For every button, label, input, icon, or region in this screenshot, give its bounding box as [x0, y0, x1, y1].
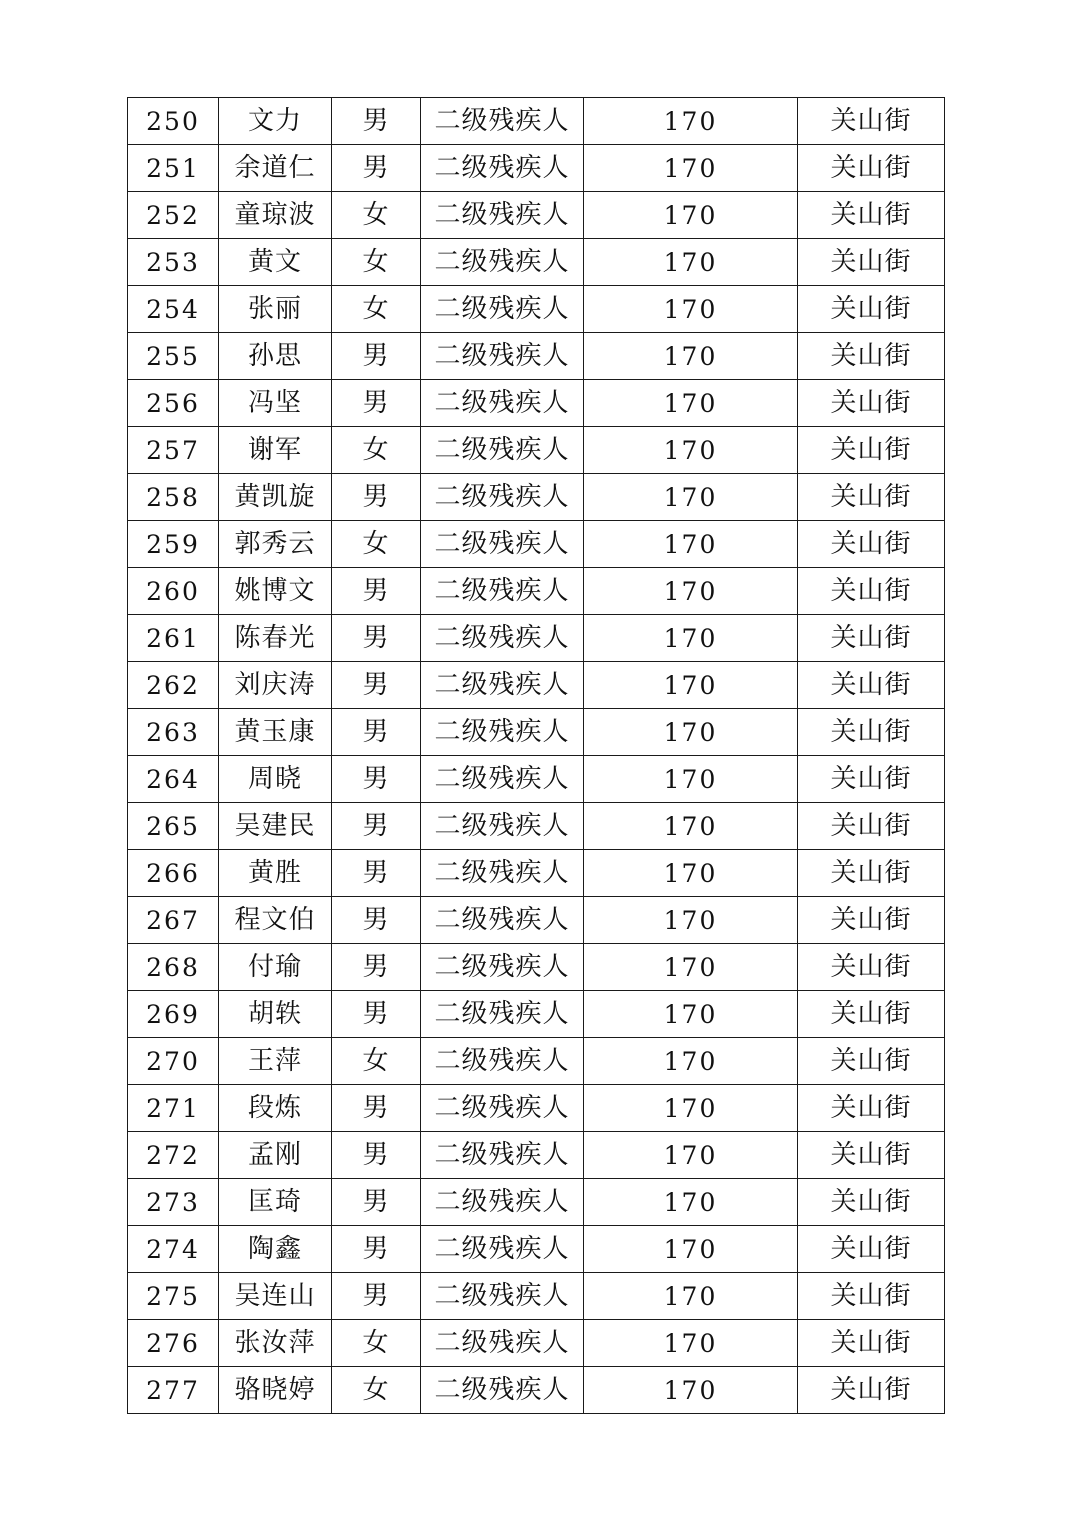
cell-number: 273	[128, 1179, 219, 1226]
cell-gender: 男	[332, 944, 421, 991]
table-row	[128, 756, 945, 803]
cell-gender: 男	[332, 756, 421, 803]
cell-gender: 男	[332, 803, 421, 850]
cell-number: 266	[128, 850, 219, 897]
cell-amount: 170	[584, 380, 798, 427]
cell-amount: 170	[584, 1085, 798, 1132]
cell-disability-level: 二级残疾人	[421, 380, 584, 427]
cell-number: 261	[128, 615, 219, 662]
cell-street: 关山街	[798, 380, 945, 427]
cell-amount: 170	[584, 1273, 798, 1320]
cell-gender: 女	[332, 239, 421, 286]
cell-name: 黄胜	[219, 850, 332, 897]
cell-gender: 女	[332, 1320, 421, 1367]
cell-number: 259	[128, 521, 219, 568]
cell-number: 276	[128, 1320, 219, 1367]
table-row	[128, 98, 945, 145]
cell-street: 关山街	[798, 1038, 945, 1085]
cell-street: 关山街	[798, 1132, 945, 1179]
table-row	[128, 521, 945, 568]
table-row	[128, 474, 945, 521]
cell-gender: 男	[332, 709, 421, 756]
cell-amount: 170	[584, 192, 798, 239]
cell-name: 冯坚	[219, 380, 332, 427]
cell-number: 260	[128, 568, 219, 615]
table-row	[128, 286, 945, 333]
cell-disability-level: 二级残疾人	[421, 568, 584, 615]
cell-name: 刘庆涛	[219, 662, 332, 709]
table-row	[128, 333, 945, 380]
cell-gender: 男	[332, 1273, 421, 1320]
cell-street: 关山街	[798, 333, 945, 380]
table-row	[128, 1179, 945, 1226]
table-row	[128, 897, 945, 944]
cell-street: 关山街	[798, 1179, 945, 1226]
cell-name: 黄凯旋	[219, 474, 332, 521]
cell-gender: 女	[332, 427, 421, 474]
cell-gender: 女	[332, 521, 421, 568]
cell-gender: 男	[332, 474, 421, 521]
cell-name: 童琼波	[219, 192, 332, 239]
cell-name: 陈春光	[219, 615, 332, 662]
cell-amount: 170	[584, 239, 798, 286]
cell-amount: 170	[584, 1320, 798, 1367]
cell-number: 253	[128, 239, 219, 286]
cell-gender: 男	[332, 1179, 421, 1226]
cell-disability-level: 二级残疾人	[421, 803, 584, 850]
cell-name: 吴连山	[219, 1273, 332, 1320]
cell-street: 关山街	[798, 145, 945, 192]
cell-street: 关山街	[798, 850, 945, 897]
cell-gender: 女	[332, 1038, 421, 1085]
table-row	[128, 427, 945, 474]
cell-disability-level: 二级残疾人	[421, 615, 584, 662]
cell-name: 匡琦	[219, 1179, 332, 1226]
cell-number: 263	[128, 709, 219, 756]
table-row	[128, 944, 945, 991]
cell-gender: 男	[332, 991, 421, 1038]
cell-gender: 男	[332, 850, 421, 897]
cell-disability-level: 二级残疾人	[421, 1226, 584, 1273]
cell-number: 250	[128, 98, 219, 145]
cell-number: 272	[128, 1132, 219, 1179]
cell-gender: 男	[332, 380, 421, 427]
cell-number: 271	[128, 1085, 219, 1132]
cell-street: 关山街	[798, 192, 945, 239]
cell-disability-level: 二级残疾人	[421, 1179, 584, 1226]
cell-street: 关山街	[798, 98, 945, 145]
table-row	[128, 239, 945, 286]
cell-gender: 男	[332, 98, 421, 145]
cell-disability-level: 二级残疾人	[421, 944, 584, 991]
table-row	[128, 709, 945, 756]
cell-street: 关山街	[798, 427, 945, 474]
cell-street: 关山街	[798, 897, 945, 944]
cell-gender: 男	[332, 333, 421, 380]
cell-name: 付瑜	[219, 944, 332, 991]
cell-gender: 男	[332, 662, 421, 709]
cell-disability-level: 二级残疾人	[421, 286, 584, 333]
cell-name: 孙思	[219, 333, 332, 380]
cell-number: 258	[128, 474, 219, 521]
cell-amount: 170	[584, 709, 798, 756]
cell-disability-level: 二级残疾人	[421, 850, 584, 897]
cell-disability-level: 二级残疾人	[421, 1132, 584, 1179]
cell-amount: 170	[584, 803, 798, 850]
cell-amount: 170	[584, 756, 798, 803]
cell-disability-level: 二级残疾人	[421, 1085, 584, 1132]
cell-amount: 170	[584, 991, 798, 1038]
cell-number: 254	[128, 286, 219, 333]
cell-number: 255	[128, 333, 219, 380]
cell-disability-level: 二级残疾人	[421, 1320, 584, 1367]
cell-disability-level: 二级残疾人	[421, 662, 584, 709]
cell-number: 267	[128, 897, 219, 944]
cell-amount: 170	[584, 1038, 798, 1085]
cell-street: 关山街	[798, 474, 945, 521]
cell-gender: 男	[332, 1085, 421, 1132]
cell-name: 骆晓婷	[219, 1367, 332, 1414]
cell-amount: 170	[584, 333, 798, 380]
roster-table	[127, 97, 945, 1414]
cell-disability-level: 二级残疾人	[421, 192, 584, 239]
cell-gender: 男	[332, 145, 421, 192]
cell-amount: 170	[584, 850, 798, 897]
cell-name: 黄文	[219, 239, 332, 286]
cell-street: 关山街	[798, 1320, 945, 1367]
cell-street: 关山街	[798, 991, 945, 1038]
cell-disability-level: 二级残疾人	[421, 239, 584, 286]
cell-disability-level: 二级残疾人	[421, 756, 584, 803]
table-row	[128, 1320, 945, 1367]
cell-amount: 170	[584, 568, 798, 615]
cell-amount: 170	[584, 615, 798, 662]
cell-gender: 男	[332, 1132, 421, 1179]
cell-street: 关山街	[798, 239, 945, 286]
cell-disability-level: 二级残疾人	[421, 474, 584, 521]
cell-name: 姚博文	[219, 568, 332, 615]
table-row	[128, 1085, 945, 1132]
cell-name: 吴建民	[219, 803, 332, 850]
cell-name: 余道仁	[219, 145, 332, 192]
cell-amount: 170	[584, 521, 798, 568]
cell-disability-level: 二级残疾人	[421, 145, 584, 192]
table-row	[128, 1132, 945, 1179]
cell-gender: 男	[332, 568, 421, 615]
cell-number: 277	[128, 1367, 219, 1414]
cell-disability-level: 二级残疾人	[421, 991, 584, 1038]
cell-name: 郭秀云	[219, 521, 332, 568]
cell-gender: 男	[332, 1226, 421, 1273]
cell-number: 268	[128, 944, 219, 991]
cell-gender: 女	[332, 192, 421, 239]
cell-street: 关山街	[798, 1226, 945, 1273]
cell-disability-level: 二级残疾人	[421, 1273, 584, 1320]
cell-street: 关山街	[798, 662, 945, 709]
cell-amount: 170	[584, 897, 798, 944]
cell-gender: 男	[332, 615, 421, 662]
cell-amount: 170	[584, 944, 798, 991]
cell-disability-level: 二级残疾人	[421, 98, 584, 145]
cell-amount: 170	[584, 286, 798, 333]
cell-number: 275	[128, 1273, 219, 1320]
table-row	[128, 1367, 945, 1414]
cell-street: 关山街	[798, 521, 945, 568]
cell-amount: 170	[584, 1367, 798, 1414]
cell-disability-level: 二级残疾人	[421, 1038, 584, 1085]
cell-street: 关山街	[798, 568, 945, 615]
cell-name: 张丽	[219, 286, 332, 333]
table-row	[128, 145, 945, 192]
cell-name: 陶鑫	[219, 1226, 332, 1273]
table-row	[128, 192, 945, 239]
cell-name: 谢军	[219, 427, 332, 474]
cell-amount: 170	[584, 474, 798, 521]
cell-name: 孟刚	[219, 1132, 332, 1179]
cell-number: 264	[128, 756, 219, 803]
table-row	[128, 850, 945, 897]
cell-name: 文力	[219, 98, 332, 145]
cell-number: 256	[128, 380, 219, 427]
cell-street: 关山街	[798, 709, 945, 756]
cell-gender: 女	[332, 286, 421, 333]
cell-amount: 170	[584, 427, 798, 474]
table-row	[128, 380, 945, 427]
table-row	[128, 1038, 945, 1085]
table-row	[128, 991, 945, 1038]
cell-amount: 170	[584, 1226, 798, 1273]
table-row	[128, 1226, 945, 1273]
cell-street: 关山街	[798, 944, 945, 991]
cell-street: 关山街	[798, 1367, 945, 1414]
cell-street: 关山街	[798, 756, 945, 803]
cell-street: 关山街	[798, 615, 945, 662]
cell-street: 关山街	[798, 286, 945, 333]
roster-table-body	[128, 98, 945, 1414]
cell-name: 胡轶	[219, 991, 332, 1038]
cell-street: 关山街	[798, 1273, 945, 1320]
cell-name: 张汝萍	[219, 1320, 332, 1367]
cell-gender: 男	[332, 897, 421, 944]
cell-amount: 170	[584, 1132, 798, 1179]
table-row	[128, 662, 945, 709]
cell-disability-level: 二级残疾人	[421, 897, 584, 944]
cell-number: 269	[128, 991, 219, 1038]
cell-name: 段炼	[219, 1085, 332, 1132]
cell-disability-level: 二级残疾人	[421, 521, 584, 568]
cell-amount: 170	[584, 145, 798, 192]
cell-name: 黄玉康	[219, 709, 332, 756]
cell-name: 王萍	[219, 1038, 332, 1085]
cell-disability-level: 二级残疾人	[421, 427, 584, 474]
cell-number: 274	[128, 1226, 219, 1273]
cell-disability-level: 二级残疾人	[421, 1367, 584, 1414]
table-row	[128, 568, 945, 615]
cell-street: 关山街	[798, 803, 945, 850]
cell-gender: 女	[332, 1367, 421, 1414]
cell-number: 251	[128, 145, 219, 192]
cell-amount: 170	[584, 662, 798, 709]
cell-number: 270	[128, 1038, 219, 1085]
cell-disability-level: 二级残疾人	[421, 333, 584, 380]
table-row	[128, 803, 945, 850]
cell-street: 关山街	[798, 1085, 945, 1132]
cell-number: 262	[128, 662, 219, 709]
cell-name: 程文伯	[219, 897, 332, 944]
cell-number: 257	[128, 427, 219, 474]
cell-amount: 170	[584, 1179, 798, 1226]
cell-amount: 170	[584, 98, 798, 145]
table-row	[128, 1273, 945, 1320]
cell-disability-level: 二级残疾人	[421, 709, 584, 756]
cell-number: 252	[128, 192, 219, 239]
table-row	[128, 615, 945, 662]
cell-number: 265	[128, 803, 219, 850]
cell-name: 周晓	[219, 756, 332, 803]
